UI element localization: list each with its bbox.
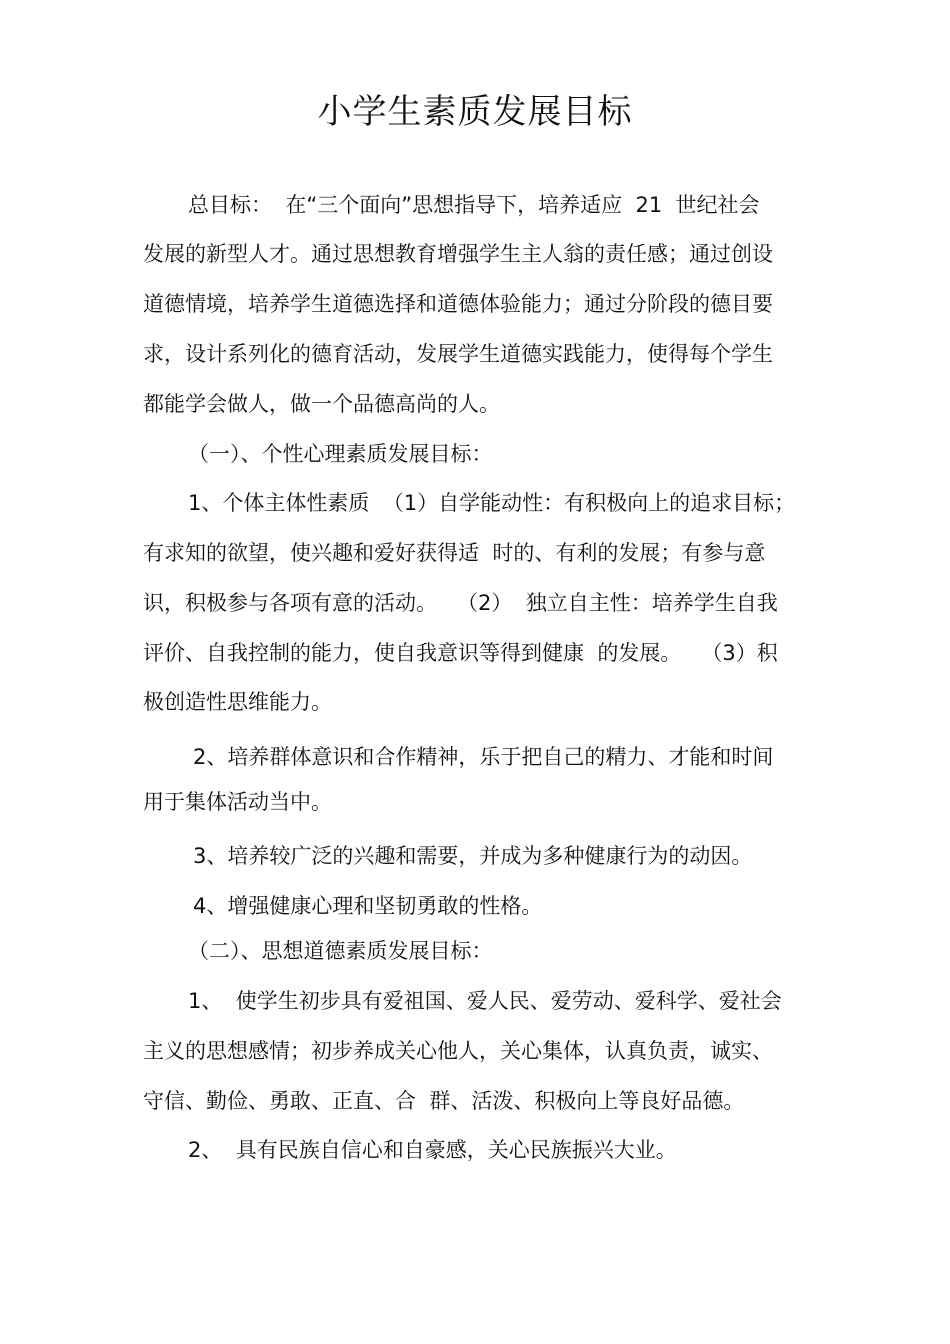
text-line: 主义的思想感情；初步养成关心他人，关心集体，认真负责，诚实、 <box>143 1039 773 1063</box>
text-line: 3、培养较广泛的兴趣和需要，并成为多种健康行为的动因。 <box>193 844 753 868</box>
text-line: 评价、自我控制的能力，使自我意识等得到健康 的发展。 （3）积 <box>143 641 778 665</box>
text-line: 都能学会做人，做一个品德高尚的人。 <box>143 392 500 416</box>
text-line: 用于集体活动当中。 <box>143 790 332 814</box>
text-line: 有求知的欲望，使兴趣和爱好获得适 时的、有利的发展；有参与意 <box>143 541 766 565</box>
text-line: 4、增强健康心理和坚韧勇敢的性格。 <box>193 894 543 918</box>
text-line: 总目标： 在“三个面向”思想指导下，培养适应 21 世纪社会 <box>188 193 760 217</box>
text-line: 求，设计系列化的德育活动，发展学生道德实践能力，使得每个学生 <box>143 342 773 366</box>
section-heading: （一）、个性心理素质发展目标： <box>188 442 493 466</box>
text-line: 发展的新型人才。通过思想教育增强学生主人翁的责任感；通过创设 <box>143 242 773 266</box>
document-title: 小学生素质发展目标 <box>317 92 633 132</box>
text-line: 守信、勤俭、勇敢、正直、合 群、活泼、积极向上等良好品德。 <box>143 1089 745 1113</box>
text-line: 2、 具有民族自信心和自豪感，关心民族振兴大业。 <box>188 1138 677 1162</box>
section-heading: （二）、思想道德素质发展目标： <box>188 939 493 963</box>
text-line: 2、培养群体意识和合作精神，乐于把自己的精力、才能和时间 <box>193 745 774 769</box>
text-line: 1、 使学生初步具有爱祖国、爱人民、爱劳动、爱科学、爱社会 <box>188 989 782 1013</box>
text-line: 1、个体主体性素质 （1）自学能动性：有积极向上的追求目标； <box>188 491 796 515</box>
text-line: 道德情境，培养学生道德选择和道德体验能力；通过分阶段的德目要 <box>143 292 773 316</box>
text-line: 极创造性思维能力。 <box>143 690 332 714</box>
text-line: 识，积极参与各项有意的活动。 （2） 独立自主性：培养学生自我 <box>143 591 778 615</box>
